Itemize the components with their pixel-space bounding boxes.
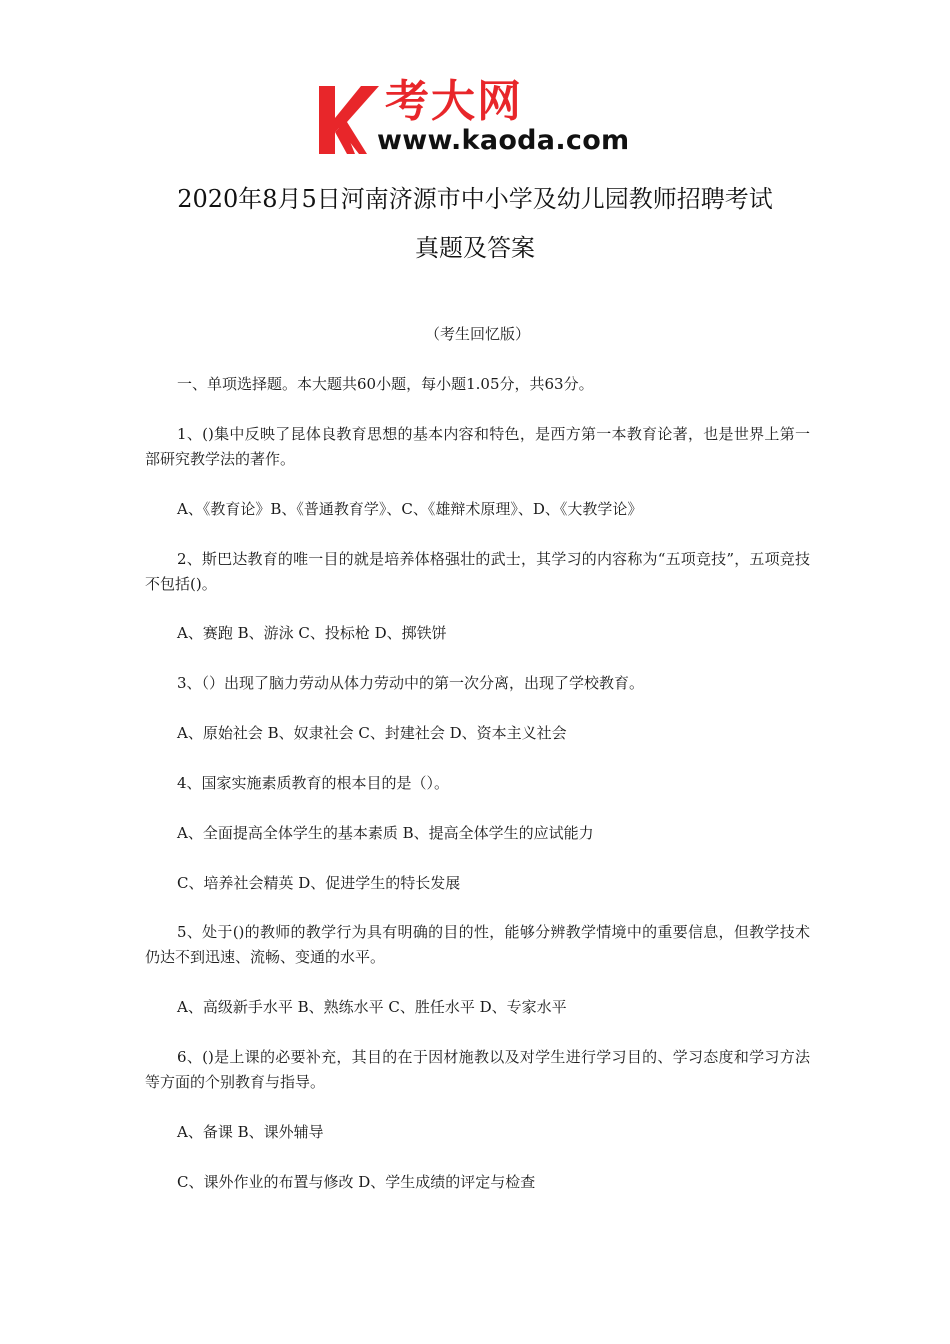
question-options: A、备课 B、课外辅导 — [177, 1123, 324, 1141]
document-title-line-1: 2020年8月5日河南济源市中小学及幼儿园教师招聘考试 — [177, 185, 773, 213]
document-subtitle: （考生回忆版） — [424, 325, 530, 343]
logo-url-text: www.kaoda.com — [377, 125, 630, 156]
question-stem: 6、()是上课的必要补充，其目的在于因材施教以及对学生进行学习目的、学习态度和学习方法等方面的个别教育与指导。 — [145, 1048, 810, 1091]
question-options: A、全面提高全体学生的基本素质 B、提高全体学生的应试能力 — [177, 824, 594, 842]
question-options: A、《教育论》B、《普通教育学》、C、《雄辩术原理》、D、《大教学论》 — [177, 500, 643, 518]
kaoda-logo — [315, 78, 645, 158]
logo-brand-text: 考大网 — [385, 76, 523, 127]
question-stem: 5、处于()的教师的教学行为具有明确的目的性，能够分辨教学情境中的重要信息，但教学技术仍达不到迅速、流畅、变通的水平。 — [145, 923, 810, 966]
question-options: C、培养社会精英 D、促进学生的特长发展 — [177, 874, 461, 892]
logo-k-mark-icon — [315, 78, 385, 158]
document-title-line-2: 真题及答案 — [415, 234, 535, 262]
question-stem: 4、国家实施素质教育的根本目的是（）。 — [177, 774, 450, 792]
question-options: C、课外作业的布置与修改 D、学生成绩的评定与检查 — [177, 1173, 536, 1191]
question-stem: 3、（）出现了脑力劳动从体力劳动中的第一次分离，出现了学校教育。 — [177, 674, 645, 692]
question-options: A、原始社会 B、奴隶社会 C、封建社会 D、资本主义社会 — [177, 724, 567, 742]
section-heading: 一、单项选择题。本大题共60小题，每小题1.05分，共63分。 — [177, 375, 594, 393]
question-stem: 2、斯巴达教育的唯一目的就是培养体格强壮的武士，其学习的内容称为“五项竞技”，五项竞技不包括()。 — [145, 550, 810, 593]
question-options: A、赛跑 B、游泳 C、投标枪 D、掷铁饼 — [177, 624, 447, 642]
question-stem: 1、()集中反映了昆体良教育思想的基本内容和特色，是西方第一本教育论著，也是世界上第一部研究教学法的著作。 — [145, 425, 810, 468]
question-options: A、高级新手水平 B、熟练水平 C、胜任水平 D、专家水平 — [177, 998, 567, 1016]
